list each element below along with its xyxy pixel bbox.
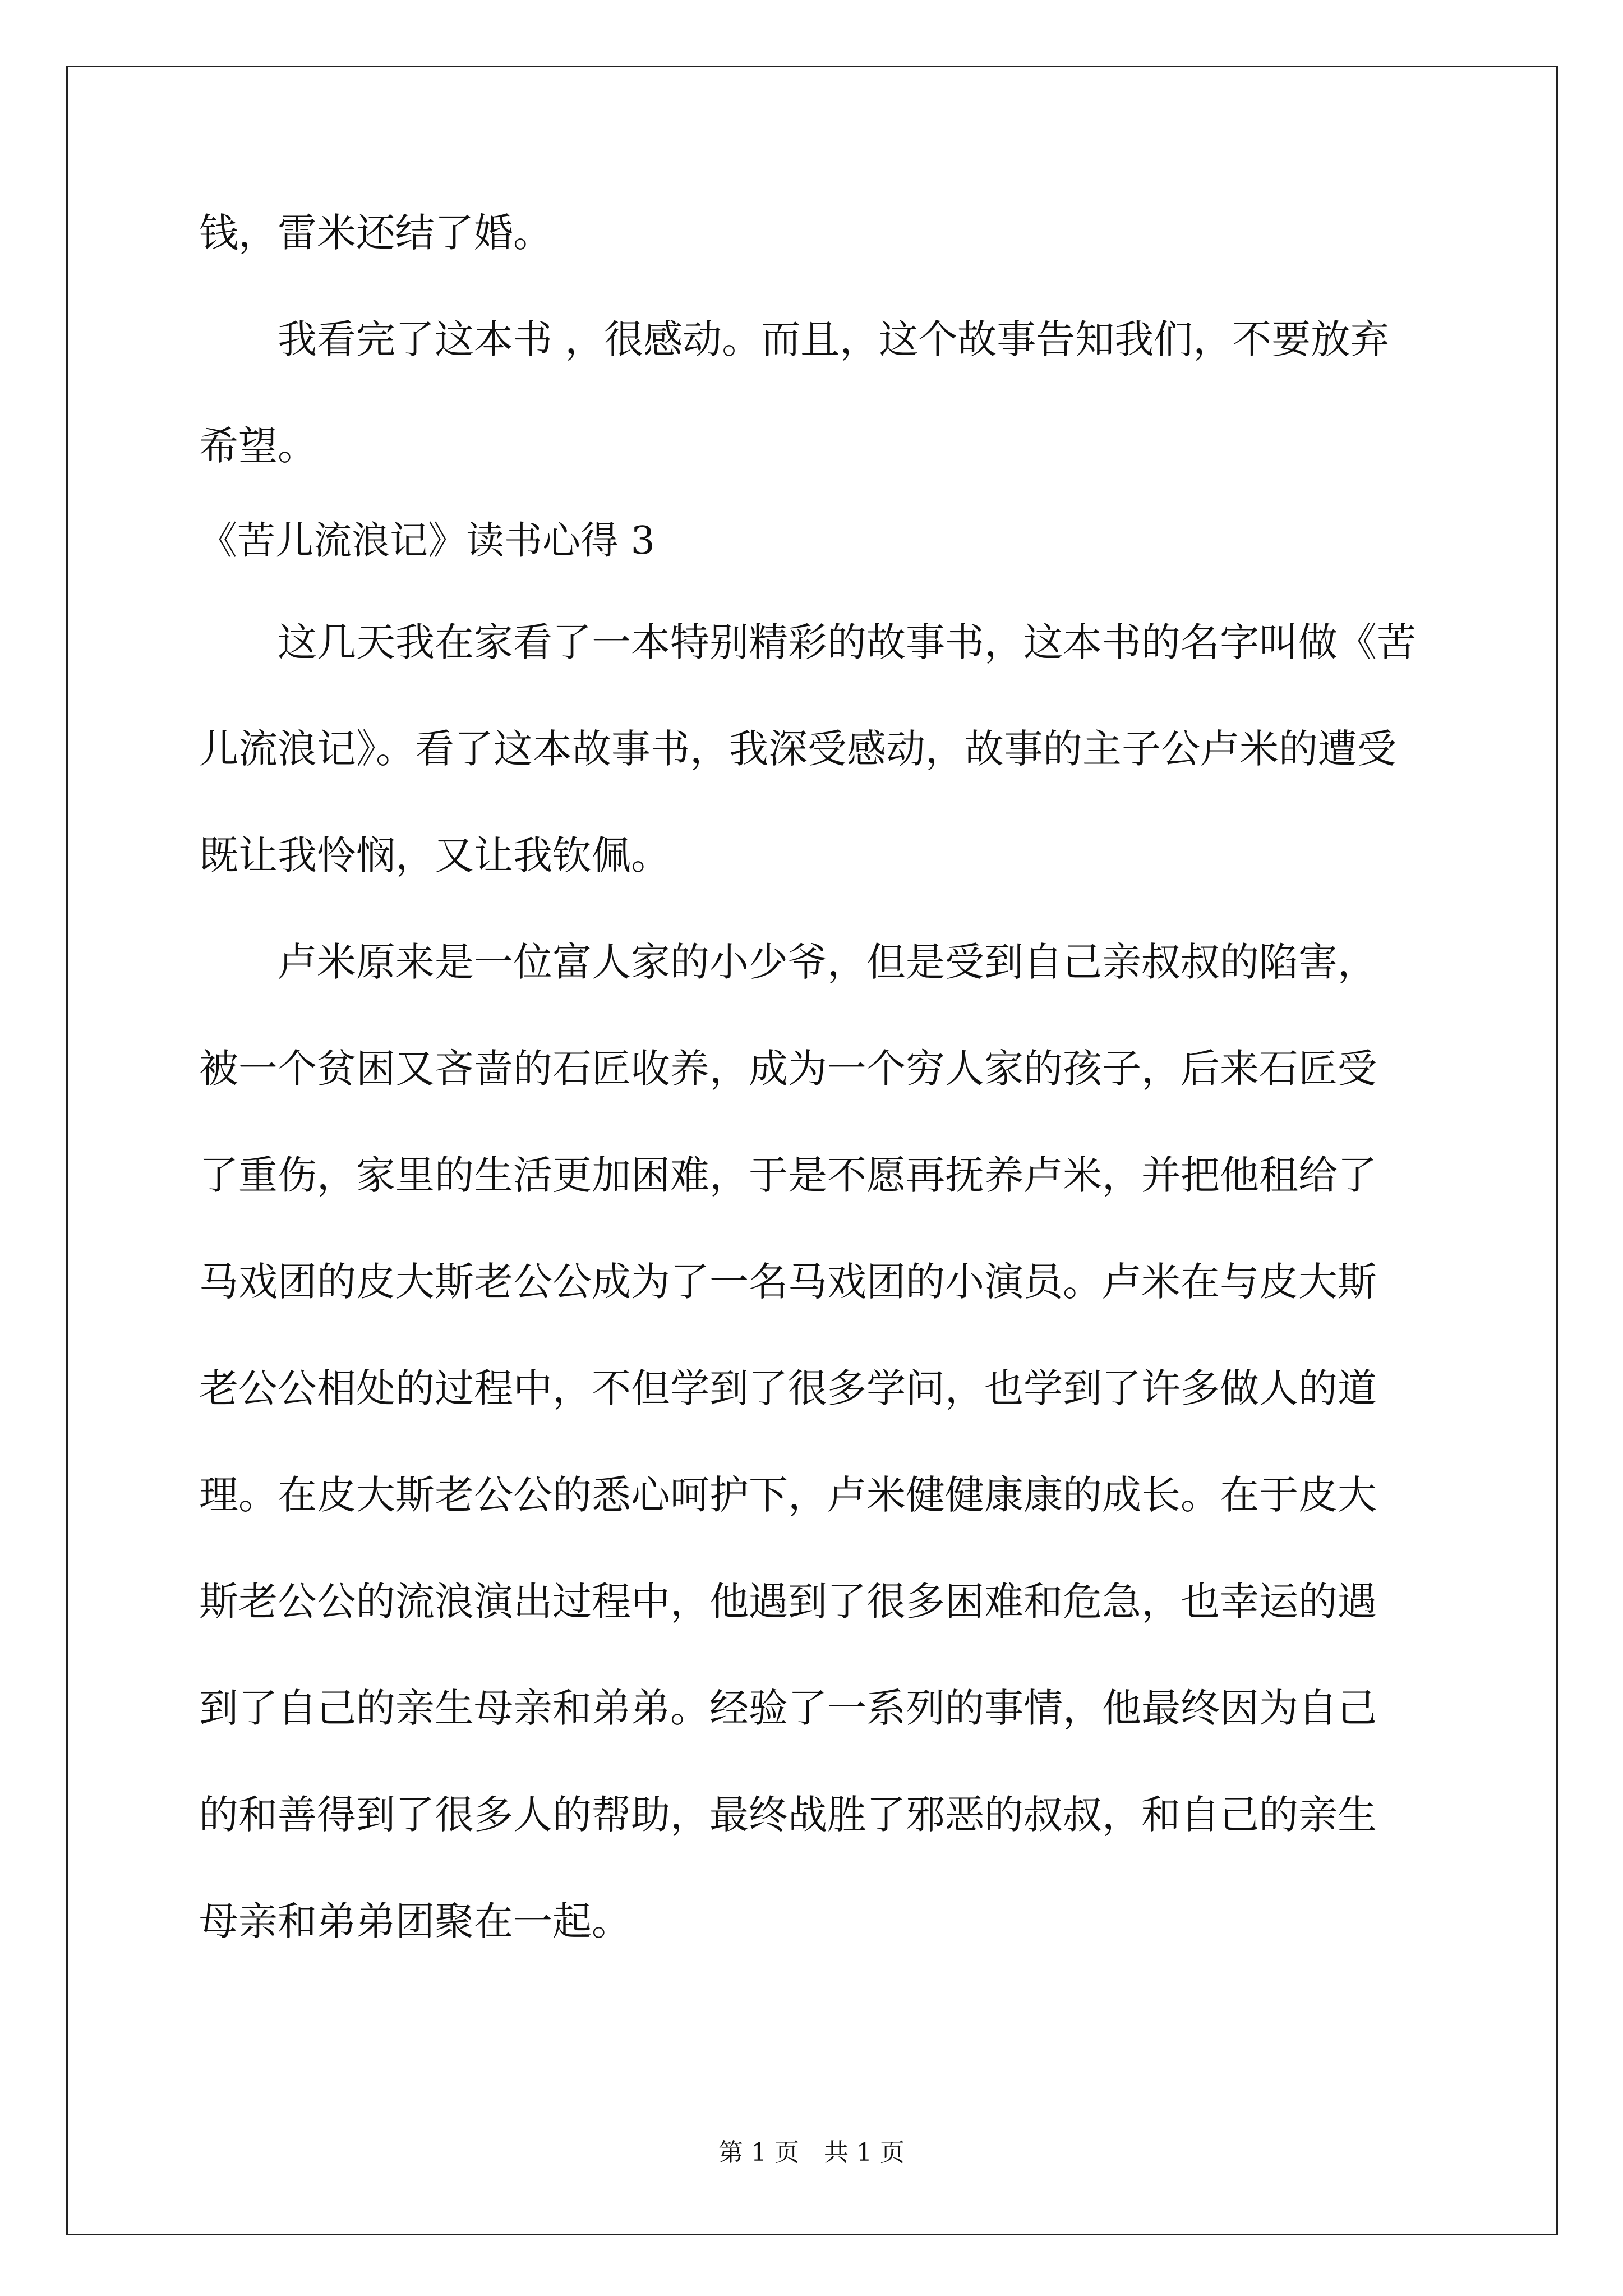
text-line: 老公公相处的过程中，不但学到了很多学问，也学到了许多做人的道 (199, 1365, 1377, 1411)
text-line: 希望。 (199, 423, 317, 469)
page-number: 第 1 页 共 1 页 (718, 2138, 905, 2167)
text-line: 母亲和弟弟团聚在一起。 (199, 1898, 631, 1944)
text-line: 被一个贫困又吝啬的石匠收养，成为一个穷人家的孩子，后来石匠受 (199, 1046, 1377, 1092)
text-line: 卢米原来是一位富人家的小少爷，但是受到自己亲叔叔的陷害， (199, 939, 1377, 985)
text-line: 到了自己的亲生母亲和弟弟。经验了一系列的事情，他最终因为自己 (199, 1685, 1377, 1731)
text-line: 既让我怜悯，又让我钦佩。 (199, 832, 670, 878)
section-heading: 《苦儿流浪记》读书心得 3 (199, 519, 655, 563)
text-line: 理。在皮大斯老公公的悉心呵护下，卢米健健康康的成长。在于皮大 (199, 1472, 1377, 1518)
text-line: 钱，雷米还结了婚。 (199, 210, 552, 256)
text-line: 这几天我在家看了一本特别精彩的故事书，这本书的名字叫做《苦 (199, 619, 1416, 665)
text-line: 马戏团的皮大斯老公公成为了一名马戏团的小演员。卢米在与皮大斯 (199, 1259, 1377, 1305)
text-line: 儿流浪记》。看了这本故事书，我深受感动，故事的主子公卢米的遭受 (199, 726, 1396, 772)
text-line: 我看完了这本书 ，很感动。而且，这个故事告知我们，不要放弃 (199, 316, 1390, 362)
text-line: 了重伤，家里的生活更加困难，于是不愿再抚养卢米，并把他租给了 (199, 1152, 1377, 1198)
text-line: 斯老公公的流浪演出过程中，他遇到了很多困难和危急，也幸运的遇 (199, 1579, 1377, 1625)
text-line: 的和善得到了很多人的帮助，最终战胜了邪恶的叔叔，和自己的亲生 (199, 1792, 1377, 1838)
